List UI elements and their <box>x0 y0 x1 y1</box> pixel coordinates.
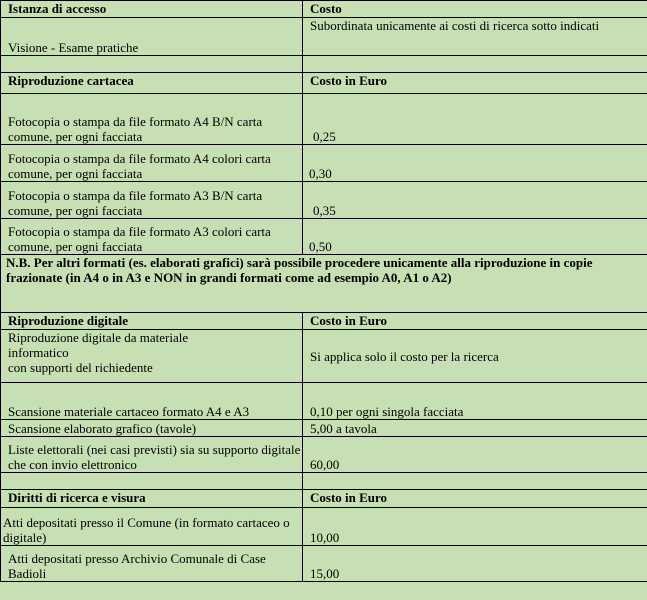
note-row <box>1 255 647 313</box>
row-label <box>1 330 303 383</box>
research-header-right: Costo in Euro <box>303 490 647 508</box>
paper-header-row <box>1 73 647 94</box>
row-cost: 5,00 a tavola <box>303 420 647 437</box>
row-label: Fotocopia o stampa da file formato A4 colori carta comune, per ogni facciata <box>1 145 303 182</box>
row-label-line1: Riproduzione digitale da materiale informatico <box>8 330 189 360</box>
table-row <box>1 18 647 56</box>
row-cost: 0,25 <box>303 94 647 145</box>
research-header-row <box>1 490 647 508</box>
access-header-row <box>1 1 647 18</box>
row-cost: 0,30 <box>303 145 647 182</box>
table-row <box>1 145 647 182</box>
row-cost: 15,00 <box>303 546 647 582</box>
table-row <box>1 546 647 582</box>
digital-header-row <box>1 313 647 330</box>
row-cost: 0,10 per ogni singola facciata <box>303 383 647 420</box>
table-row <box>1 437 647 473</box>
row-cost: 10,00 <box>303 508 647 546</box>
row-cost: 0,35 <box>303 182 647 219</box>
table-row <box>1 330 647 383</box>
row-label: Liste elettorali (nei casi previsti) sia su supporto digitale che con invio elettronico <box>1 437 303 473</box>
row-cost: Si applica solo il costo per la ricerca <box>303 330 647 383</box>
digital-header-right: Costo in Euro <box>303 313 647 330</box>
row-label-line2: con supporti del richiedente <box>8 360 153 375</box>
table-row <box>1 94 647 145</box>
table-row <box>1 420 647 437</box>
digital-header-left: Riproduzione digitale <box>1 313 303 330</box>
access-header-left: Istanza di accesso <box>1 1 303 18</box>
table-row <box>1 182 647 219</box>
row-label: Fotocopia o stampa da file formato A3 B/N carta comune, per ogni facciata <box>1 182 303 219</box>
paper-header-right: Costo in Euro <box>303 73 647 94</box>
row-cost: 0,50 <box>303 219 647 255</box>
row-label: Atti depositati presso il Comune (in formato cartaceo o digitale) <box>1 508 303 546</box>
research-header-left: Diritti di ricerca e visura <box>1 490 303 508</box>
row-label: Atti depositati presso Archivio Comunale di Case Badioli <box>1 546 303 582</box>
row-label: Visione - Esame pratiche <box>1 18 303 56</box>
note-text: N.B. Per altri formati (es. elaborati grafici) sarà possibile procedere unicamente alla riproduzione in copie frazionate (in A4 o in A3 e NON in grandi formati come ad esempio A0, A1 o A2) <box>1 255 647 313</box>
row-cost: Subordinata unicamente ai costi di ricerca sotto indicati <box>303 18 647 56</box>
row-label: Fotocopia o stampa da file formato A4 B/N carta comune, per ogni facciata <box>1 94 303 145</box>
blank-row <box>1 473 647 490</box>
row-cost: 60,00 <box>303 437 647 473</box>
row-label: Scansione materiale cartaceo formato A4 e A3 <box>1 383 303 420</box>
access-header-right: Costo <box>303 1 647 18</box>
row-label: Fotocopia o stampa da file formato A3 colori carta comune, per ogni facciata <box>1 219 303 255</box>
table-row <box>1 508 647 546</box>
paper-header-left: Riproduzione cartacea <box>1 73 303 94</box>
table-row <box>1 219 647 255</box>
row-label: Scansione elaborato grafico (tavole) <box>1 420 303 437</box>
blank-row <box>1 56 647 73</box>
table-row <box>1 383 647 420</box>
